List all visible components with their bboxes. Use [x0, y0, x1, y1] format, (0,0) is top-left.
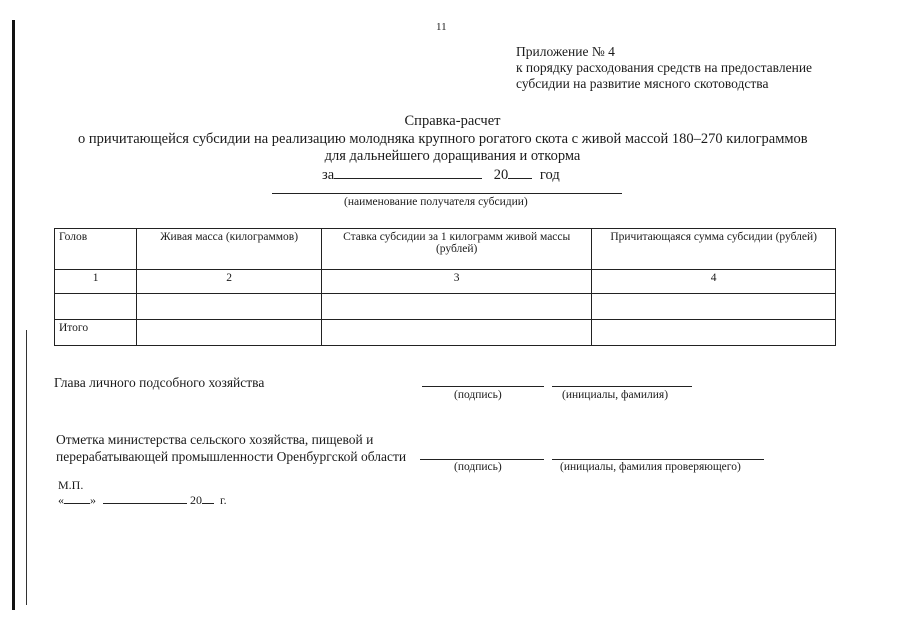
table-col-number-3: 3	[322, 270, 592, 294]
table-total-label: Итого	[55, 320, 137, 346]
table-cell-empty[interactable]	[322, 294, 592, 320]
ministry-mark-line-2: перерабатывающей промышленности Оренбургской области	[56, 449, 407, 464]
ministry-name-caption: (инициалы, фамилия проверяющего)	[560, 461, 741, 473]
date-year-prefix: 20	[190, 493, 202, 507]
table-row	[55, 294, 836, 320]
date-month-blank[interactable]	[103, 493, 187, 504]
ministry-name-line[interactable]	[552, 459, 764, 460]
table-total-cell[interactable]	[592, 320, 836, 346]
table-header-live-weight: Живая масса (килограммов)	[137, 229, 322, 270]
ministry-mark-label	[56, 431, 406, 465]
ministry-mark-line-1: Отметка министерства сельского хозяйства, пищевой и	[56, 432, 374, 447]
table-col-number-1: 1	[55, 270, 137, 294]
table-header-row	[55, 229, 836, 270]
appendix-line-1: Приложение № 4	[516, 44, 615, 59]
head-sign-caption: (подпись)	[454, 389, 502, 401]
period-prefix: за	[322, 167, 335, 183]
head-signature-line[interactable]	[422, 386, 544, 387]
appendix-line-3: субсидии на развитие мясного скотоводства	[516, 76, 769, 91]
period-year: 20	[493, 167, 509, 183]
table-total-cell[interactable]	[322, 320, 592, 346]
document-subtitle-line-2: для дальнейшего доращивания и откорма	[324, 148, 581, 164]
stamp-block	[58, 478, 227, 508]
stamp-date	[58, 493, 227, 508]
period-suffix: год	[539, 167, 560, 183]
date-quote-close: »	[90, 493, 96, 507]
table-cell-empty[interactable]	[137, 294, 322, 320]
table-col-number-4: 4	[592, 270, 836, 294]
table-cell-empty[interactable]	[592, 294, 836, 320]
document-subtitle-line-1: о причитающейся субсидии на реализацию молодняка крупного рогатого скота с живой массой 180–270 килограммов	[78, 131, 808, 147]
table-cell-empty[interactable]	[55, 294, 137, 320]
period-line	[322, 165, 560, 184]
recipient-caption: (наименование получателя субсидии)	[344, 196, 528, 208]
appendix-header	[516, 44, 812, 92]
appendix-line-2: к порядку расходования средств на предоставление	[516, 60, 813, 75]
date-day-blank[interactable]	[64, 493, 90, 504]
head-name-line[interactable]	[552, 386, 692, 387]
period-blank[interactable]	[334, 165, 482, 179]
binding-edge-line-thin	[26, 330, 27, 605]
head-signature-label: Глава личного подсобного хозяйства	[54, 375, 265, 390]
table-header-heads: Голов	[55, 229, 137, 270]
binding-edge-line	[12, 20, 15, 610]
document-title: Справка-расчет	[404, 113, 501, 129]
table-header-amount: Причитающаяся сумма субсидии (рублей)	[592, 229, 836, 270]
ministry-signature-line[interactable]	[420, 459, 544, 460]
date-year-blank[interactable]	[202, 493, 214, 504]
table-number-row	[55, 270, 836, 294]
recipient-blank-line[interactable]	[272, 193, 622, 194]
table-total-cell[interactable]	[137, 320, 322, 346]
table-col-number-2: 2	[137, 270, 322, 294]
subsidy-table	[54, 228, 836, 346]
head-name-caption: (инициалы, фамилия)	[562, 389, 669, 401]
date-quote-open: «	[58, 493, 64, 507]
table-header-rate: Ставка субсидии за 1 килограмм живой массы (рублей)	[322, 229, 592, 270]
table-total-row	[55, 320, 836, 346]
page-number: 11	[436, 21, 447, 33]
stamp-mp: М.П.	[58, 478, 84, 492]
period-year-blank[interactable]	[508, 165, 532, 179]
date-year-suffix: г.	[220, 493, 227, 507]
ministry-sign-caption: (подпись)	[454, 461, 502, 473]
